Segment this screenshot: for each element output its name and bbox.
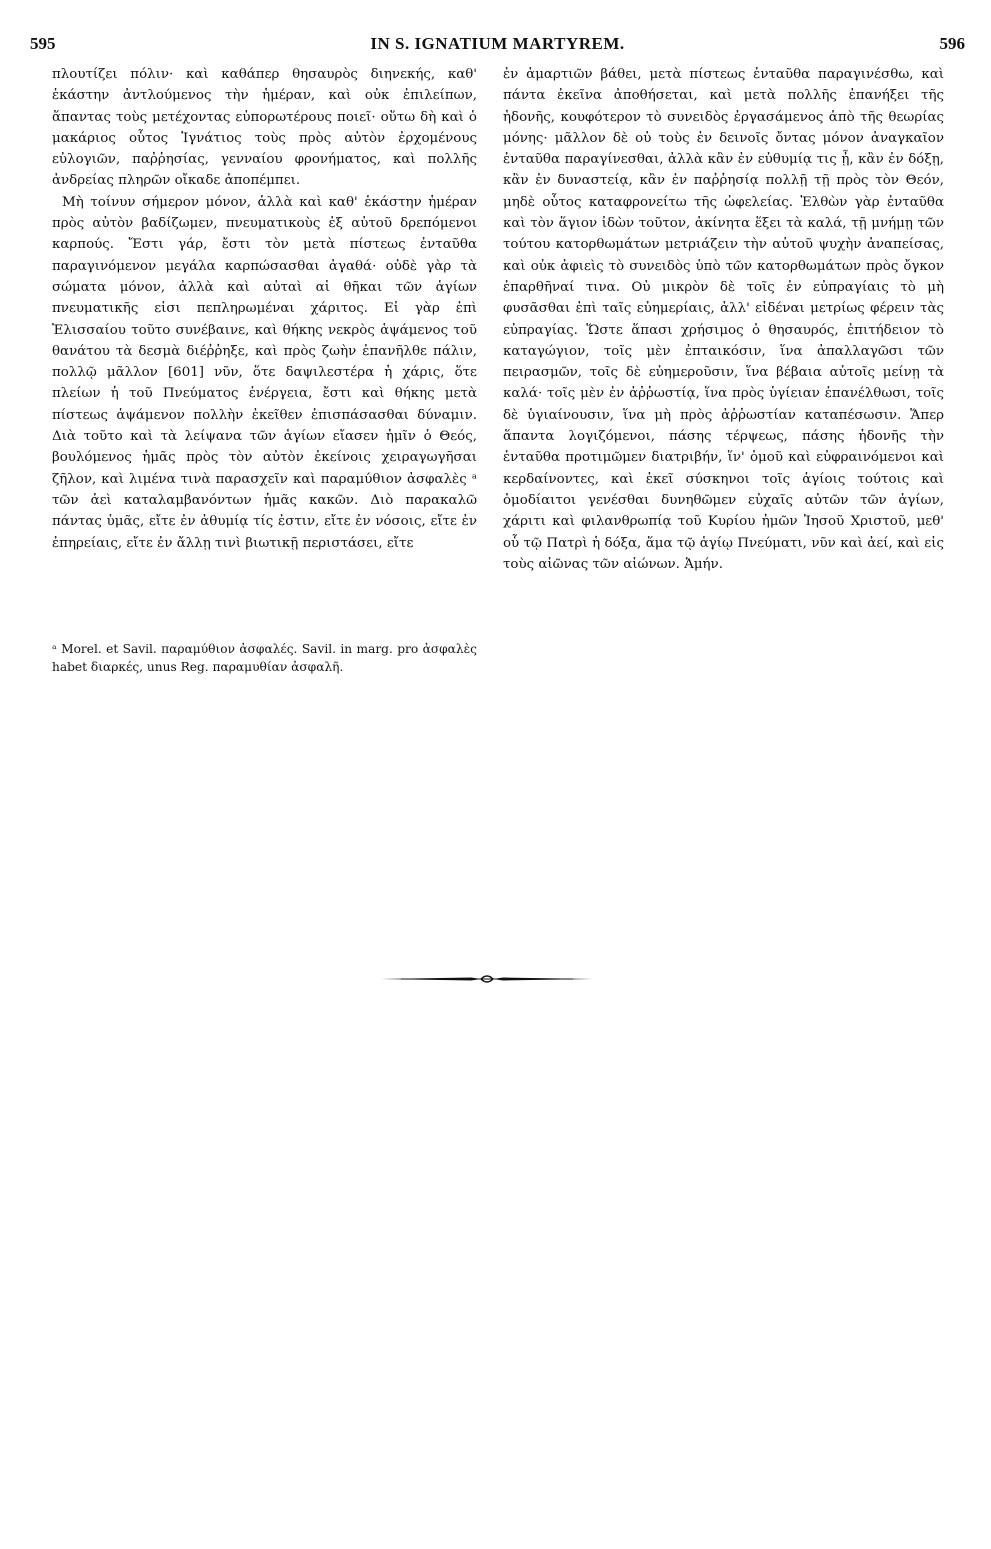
right-column (503, 64, 944, 575)
page-header (30, 34, 965, 58)
left-column (52, 64, 477, 554)
right-paragraph-1: ἐν ἁμαρτιῶν βάθει, μετὰ πίστεως ἐνταῦθα παραγινέσθω, καὶ πάντα ἐκεῖνα ἀποθήσεται, καὶ μετὰ πολλῆς ἐπανήξει τῆς ἡδονῆς, κουφότερον τὸ συνειδὸς ἐργασάμενος ἀπὸ τῆς θεωρίας μόνης· μᾶλλον δὲ οὐ τοὺς ἐν δεινοῖς ὄντας μόνον ἀναγκαῖον ἐνταῦθα παραγίνεσθαι, ἀλλὰ κἂν ἐν εὐθυμίᾳ τις ᾖ, κἂν ἐν δόξῃ, κἂν ἐν δυναστείᾳ, κἂν ἐν παῤῥησίᾳ πολλῇ τῇ πρὸς τὸν Θεόν, μηδὲ οὗτος καταφρονείτω τῆς ὠφελείας. Ἐλθὼν γὰρ ἐνταῦθα καὶ τὸν ἅγιον ἰδὼν τοῦτον, ἀκίνητα ἕξει τὰ καλά, τῇ μνήμῃ τῶν τούτου κατορθωμάτων μετριάζειν τὴν αὐτοῦ ψυχὴν ἀναπείσας, καὶ οὐκ ἀφιεὶς τὸ συνειδὸς ὑπὸ τῶν κατορθωμάτων πρὸς ὄγκον ἐπαρθῆναί τινα. Οὐ μικρὸν δὲ τοῖς ἐν εὐπραγίαις τὸ μὴ φυσᾶσθαι ἐπὶ ταῖς εὐημερίαις, ἀλλ' εἰδέναι μετρίως φέρειν τὰς εὐπραγίας. Ὥστε ἅπασι χρήσιμος ὁ θησαυρός, ἐπιτήδειον τὸ καταγώγιον, τοῖς μὲν ἐπταικόσιν, ἵνα ἀπαλλαγῶσι τῶν πειρασμῶν, τοῖς δὲ εὐημεροῦσιν, ἵνα βέβαια αὐτοῖς μείνῃ τὰ καλά· τοῖς μὲν ἐν ἀῤῥωστίᾳ, ἵνα πρὸς ὑγίειαν ἐπανέλθωσι, τοῖς δὲ ὑγιαίνουσιν, ἵνα μὴ πρὸς ἀῤῥωστίαν καταπέσωσιν. Ἅπερ ἅπαντα λογιζόμενοι, πάσης τέρψεως, πάσης ἡδονῆς τὴν ἐνταῦθα προτιμῶμεν διατριβήν, ἵν' ὁμοῦ καὶ εὐφραινόμενοι καὶ κερδαίνοντες, καὶ ἐκεῖ σύσκηνοι τοῖς ἁγίοις τούτοις καὶ ὁμοδίαιτοι γενέσθαι δυνηθῶμεν εὐχαῖς αὐτῶν τῶν ἁγίων, χάριτι καὶ φιλανθρωπίᾳ τοῦ Κυρίου ἡμῶν Ἰησοῦ Χριστοῦ, μεθ' οὗ τῷ Πατρὶ ἡ δόξα, ἅμα τῷ ἁγίῳ Πνεύματι, νῦν καὶ ἀεί, καὶ εἰς τοὺς αἰῶνας τῶν αἰώνων. Ἀμήν. (503, 67, 944, 572)
left-paragraph-1: πλουτίζει πόλιν· καὶ καθάπερ θησαυρὸς διηνεκής, καθ' ἑκάστην ἀντλούμενος τὴν ἡμέραν, καὶ οὐκ ἐπιλείπων, ἅπαντας τοὺς μετέχοντας εὐπορωτέρους ποιεῖ· οὕτω δὴ καὶ ὁ μακάριος οὗτος Ἰγνάτιος τοὺς πρὸς αὐτὸν ἐρχομένους εὐλογιῶν, παῤῥησίας, γενναίου φρονήματος, καὶ πολλῆς ἀνδρείας πληρῶν οἴκαδε ἀποπέμπει. (52, 67, 477, 189)
page-number-right: 596 (939, 34, 965, 53)
running-head: IN S. IGNATIUM MARTYREM. (370, 34, 625, 53)
end-ornament-divider (381, 972, 593, 986)
footnote: ᵃ Morel. et Savil. παραμύθιον ἀσφαλές. Savil. in marg. pro ἀσφαλὲς habet διαρκές, unus Reg. παραμυθίαν ἀσφαλῆ. (52, 642, 477, 674)
left-paragraph-2: Μὴ τοίνυν σήμερον μόνον, ἀλλὰ καὶ καθ' ἑκάστην ἡμέραν πρὸς αὐτὸν βαδίζωμεν, πνευματικοὺς ἐξ αὐτοῦ δρεπόμενοι καρπούς. Ἔστι γάρ, ἔστι τὸν μετὰ πίστεως ἐνταῦθα παραγινόμενον μεγάλα καρπώσασθαι ἀγαθά· οὐδὲ γὰρ τὰ σώματα μόνον, ἀλλὰ καὶ αὐταὶ αἱ θῆκαι τῶν ἁγίων πνευματικῆς εἰσι πεπληρωμέναι χάριτος. Εἰ γὰρ ἐπὶ Ἐλισσαίου τοῦτο συνέβαινε, καὶ θήκης νεκρὸς ἁψάμενος τοῦ θανάτου τὰ δεσμὰ διέῤῥηξε, καὶ πρὸς ζωὴν ἐπανῆλθε πάλιν, πολλῷ μᾶλλον [601] νῦν, ὅτε δαψιλεστέρα ἡ χάρις, ὅτε πλείων ἡ τοῦ Πνεύματος ἐνέργεια, ἔστι καὶ θήκης μετὰ πίστεως ἁψάμενον πολλὴν ἐκεῖθεν ἐπισπάσασθαι δύναμιν. Διὰ τοῦτο καὶ τὰ λείψανα τῶν ἁγίων εἴασεν ἡμῖν ὁ Θεός, βουλόμενος ἡμᾶς πρὸς τὸν αὐτὸν ἐκείνοις χειραγωγῆσαι ζῆλον, καὶ λιμένα τινὰ παρασχεῖν καὶ παραμύθιον ἀσφαλὲς ᵃ τῶν ἀεὶ καταλαμβανόντων ἡμᾶς κακῶν. Διὸ παρακαλῶ πάντας ὑμᾶς, εἴτε ἐν ἀθυμίᾳ τίς ἐστιν, εἴτε ἐν νόσοις, εἴτε ἐν ἐπηρείαις, εἴτε ἐν ἄλλῃ τινὶ βιωτικῇ περιστάσει, εἴτε (52, 194, 477, 551)
page-number-left: 595 (30, 34, 56, 53)
